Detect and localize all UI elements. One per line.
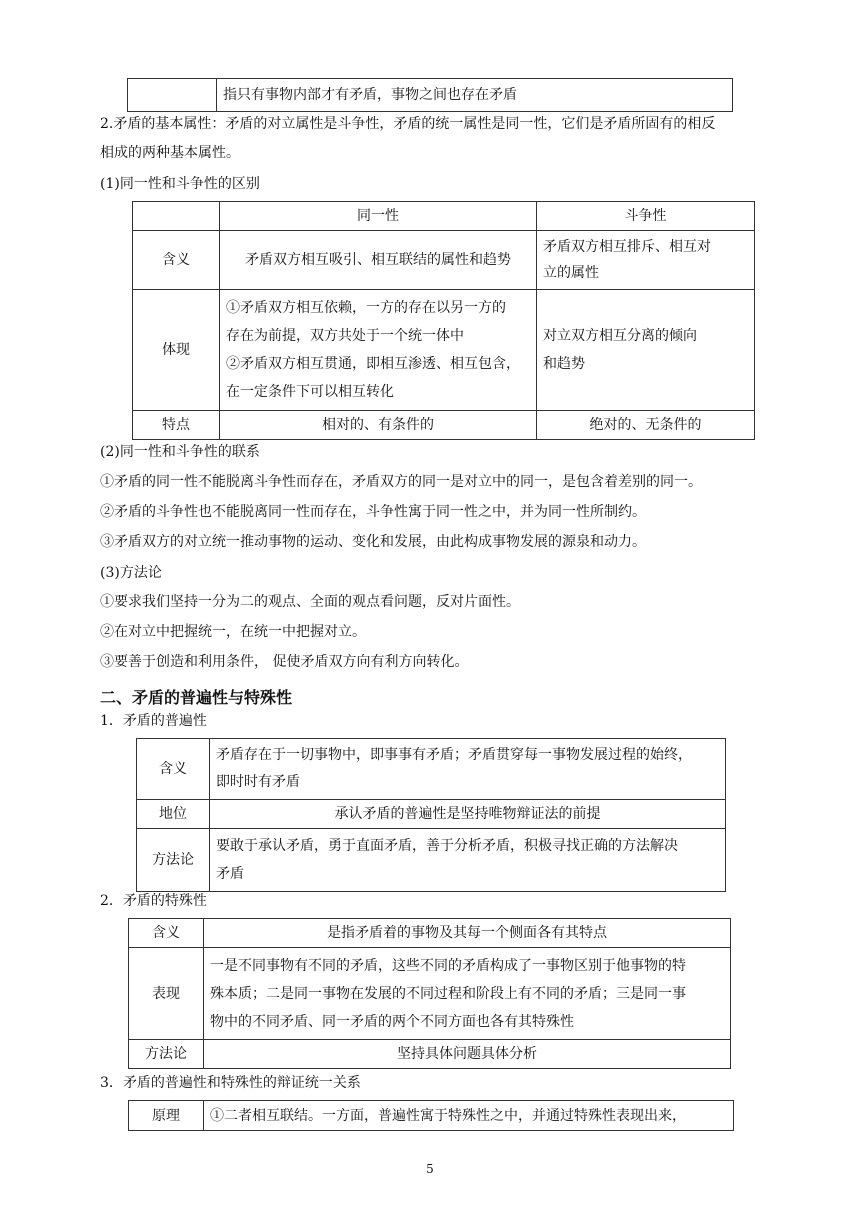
table2-status-label: 地位 <box>137 800 210 829</box>
para1-line2: 相成的两种基本属性。 <box>100 145 240 161</box>
sub3-heading: (3)方法论 <box>100 565 162 581</box>
table1-header-identity: 同一性 <box>220 202 537 231</box>
table3-method-text: 坚持具体问题具体分析 <box>204 1040 731 1069</box>
table2-method-label: 方法论 <box>137 829 210 892</box>
table1-row-meaning-label: 含义 <box>133 231 220 290</box>
table1-row-manifest-struggle <box>537 290 755 411</box>
table2-meaning-line: 矛盾存在于一切事物中，即事事有矛盾；矛盾贯穿每一事物发展过程的始终， <box>216 747 692 763</box>
table1-row-manifest-identity <box>220 290 537 411</box>
table2-method-line: 矛盾 <box>216 866 244 882</box>
table4-label: 原理 <box>129 1101 204 1131</box>
para1-line1: 2.矛盾的基本属性：矛盾的对立属性是斗争性，矛盾的统一属性是同一性，它们是矛盾所固有的相反 <box>100 116 716 132</box>
s2-1-heading: 1．矛盾的普遍性 <box>100 713 207 729</box>
table3-manifest-line: 物中的不同矛盾、同一矛盾的两个不同方面也各有其特殊性 <box>210 1013 574 1030</box>
table1-header-struggle: 斗争性 <box>537 202 755 231</box>
table3-method-label: 方法论 <box>129 1040 204 1069</box>
table4-text: ①二者相互联结。一方面，普遍性寓于特殊性之中，并通过特殊性表现出来， <box>204 1101 734 1131</box>
table1-manifest-struggle-line: 和趋势 <box>543 356 585 372</box>
sub3-item: ③要善于创造和利用条件， 促使矛盾双方向有利方向转化。 <box>100 654 469 670</box>
sub3-item: ①要求我们坚持一分为二的观点、全面的观点看问题，反对片面性。 <box>100 594 520 610</box>
table1-meaning-struggle-line: 立的属性 <box>543 265 599 281</box>
table1-manifest-line: ①矛盾双方相互依赖，一方的存在以另一方的 <box>226 300 506 316</box>
table3-manifest-line: 一是不同事物有不同的矛盾，这些不同的矛盾构成了一事物区别于他事物的特 <box>210 957 686 974</box>
table3-manifest-text <box>204 948 731 1040</box>
table3-manifest-line: 殊本质；二是同一事物在发展的不同过程和阶段上有不同的矛盾；三是同一事 <box>210 985 686 1002</box>
table2-method-text <box>210 829 726 892</box>
sub2-item: ③矛盾双方的对立统一推动事物的运动、变化和发展，由此构成事物发展的源泉和动力。 <box>100 534 646 550</box>
table1-meaning-struggle-line: 矛盾双方相互排斥、相互对 <box>543 239 711 255</box>
table2-meaning-label: 含义 <box>137 739 210 800</box>
top-table-cell: 指只有事物内部才有矛盾，事物之间也存在矛盾 <box>217 79 733 112</box>
table2-meaning-text <box>210 739 726 800</box>
table3-manifest-label: 表现 <box>129 948 204 1040</box>
page-number: 5 <box>426 1162 434 1176</box>
sub1-heading: (1)同一性和斗争性的区别 <box>100 176 260 192</box>
table1-manifest-line: 存在为前提，双方共处于一个统一体中 <box>226 328 464 344</box>
table1-corner <box>133 202 220 231</box>
s2-3-heading: 3．矛盾的普遍性和特殊性的辩证统一关系 <box>100 1075 361 1091</box>
sub2-item: ②矛盾的斗争性也不能脱离同一性而存在，斗争性寓于同一性之中，并为同一性所制约。 <box>100 504 646 520</box>
table1-row-meaning-struggle <box>537 231 755 290</box>
table1-row-manifest-label: 体现 <box>133 290 220 411</box>
table1-row-feature-label: 特点 <box>133 411 220 440</box>
sub3-item: ②在对立中把握统一，在统一中把握对立。 <box>100 624 366 640</box>
sub2-item: ①矛盾的同一性不能脱离斗争性而存在，矛盾双方的同一是对立中的同一，是包含着差别的同一。 <box>100 474 702 490</box>
section2-heading: 二、矛盾的普遍性与特殊性 <box>100 688 293 707</box>
table3-meaning-label: 含义 <box>129 919 204 948</box>
table1-manifest-line: 在一定条件下可以相互转化 <box>226 384 394 400</box>
table1-row-feature-struggle: 绝对的、无条件的 <box>537 411 755 440</box>
dialectical-table <box>128 1100 734 1131</box>
table2-status-text: 承认矛盾的普遍性是坚持唯物辩证法的前提 <box>210 800 726 829</box>
table1-manifest-struggle-line: 对立双方相互分离的倾向 <box>543 328 697 344</box>
sub2-heading: (2)同一性和斗争性的联系 <box>100 444 260 460</box>
s2-2-heading: 2．矛盾的特殊性 <box>100 893 207 909</box>
identity-struggle-table <box>132 201 755 440</box>
table1-row-meaning-identity: 矛盾双方相互吸引、相互联结的属性和趋势 <box>220 231 537 290</box>
top-table-empty-cell <box>128 79 217 112</box>
universality-table <box>136 738 726 892</box>
table3-meaning-text: 是指矛盾着的事物及其每一个侧面各有其特点 <box>204 919 731 948</box>
top-table <box>127 78 733 112</box>
particularity-table <box>128 918 731 1069</box>
table2-meaning-line: 即时时有矛盾 <box>216 774 300 790</box>
table2-method-line: 要敢于承认矛盾，勇于直面矛盾，善于分析矛盾，积极寻找正确的方法解决 <box>216 838 678 854</box>
table1-manifest-line: ②矛盾双方相互贯通，即相互渗透、相互包含， <box>226 356 520 372</box>
table1-row-feature-identity: 相对的、有条件的 <box>220 411 537 440</box>
